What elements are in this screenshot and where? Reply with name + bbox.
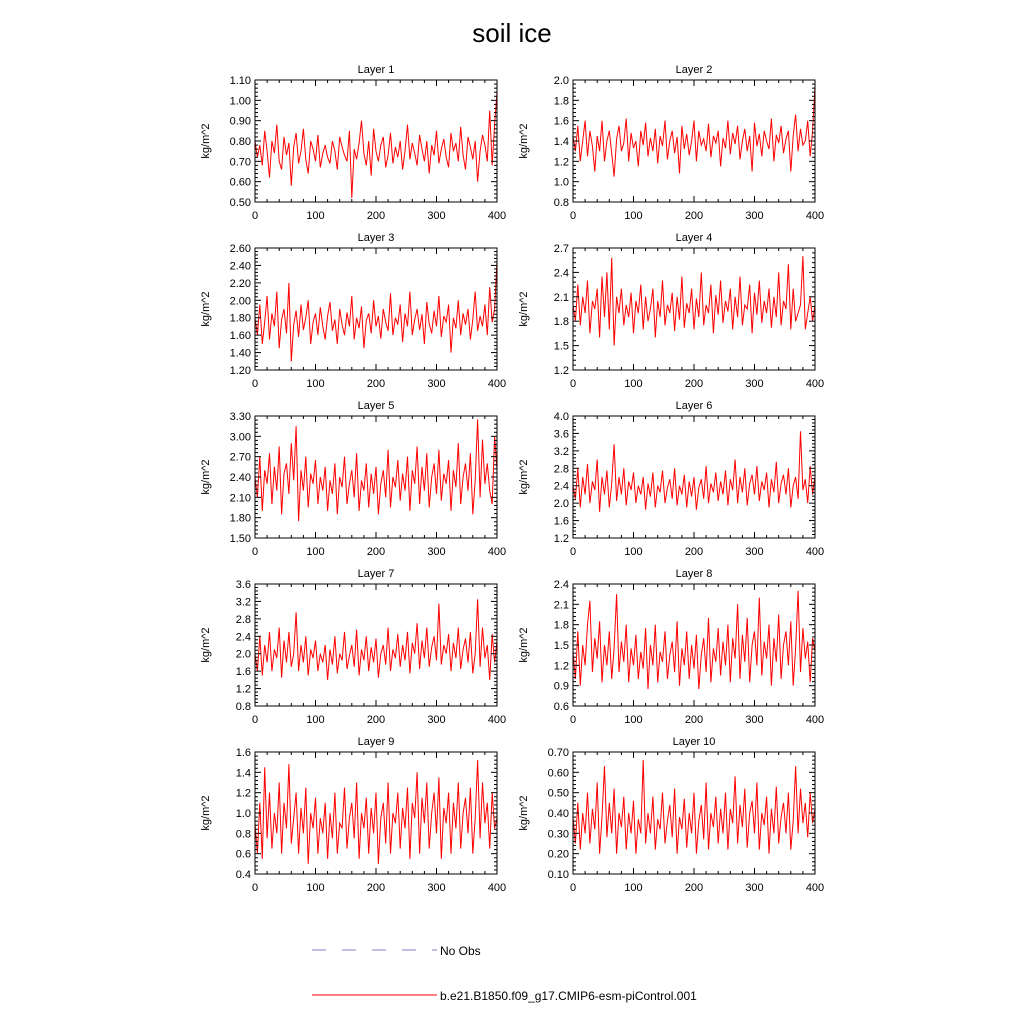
panel-title: Layer 1 (357, 64, 395, 76)
y-tick-label: 1.6 (235, 666, 251, 679)
x-tick-label: 0 (251, 882, 259, 894)
y-tick-label: 0.60 (547, 767, 569, 780)
x-tick-label: 200 (366, 882, 386, 894)
x-tick-label: 400 (487, 882, 507, 894)
y-tick-label: 2.8 (553, 463, 569, 476)
y-tick-label: 2.4 (235, 631, 251, 644)
y-tick-label: 2.70 (229, 451, 251, 464)
chart-panel-1 (200, 64, 506, 222)
y-tick-label: 2.4 (553, 267, 569, 280)
x-tick-label: 200 (366, 546, 386, 558)
x-tick-label: 300 (427, 546, 446, 558)
y-tick-label: 2.40 (229, 472, 251, 484)
y-tick-label: 0.50 (547, 787, 569, 800)
plot-frame (573, 752, 815, 874)
x-tick-label: 100 (306, 210, 325, 222)
x-tick-label: 400 (487, 546, 507, 558)
x-tick-label: 0 (569, 546, 577, 558)
x-tick-label: 100 (306, 546, 325, 558)
y-tick-label: 1.0 (235, 808, 251, 820)
figure-title: soil ice (472, 18, 552, 48)
panel-title: Layer 3 (357, 232, 395, 244)
y-tick-label: 1.2 (235, 787, 251, 800)
y-tick-label: 2.20 (229, 277, 251, 290)
x-tick-label: 200 (684, 378, 704, 390)
chart-panel-3 (200, 232, 506, 390)
x-tick-label: 400 (805, 546, 825, 558)
panel-title: Layer 9 (357, 736, 395, 748)
plot-frame (255, 416, 497, 538)
y-tick-label: 1.2 (553, 660, 569, 673)
y-tick-label: 0.4 (235, 869, 251, 881)
y-tick-label: 1.10 (229, 75, 251, 87)
plot-frame (573, 584, 815, 706)
series-line (255, 760, 497, 864)
x-tick-label: 0 (251, 210, 259, 222)
y-axis-label: kg/m^2 (200, 291, 212, 327)
x-tick-label: 300 (745, 882, 764, 894)
y-tick-label: 0.80 (229, 136, 251, 148)
y-axis-label: kg/m^2 (518, 795, 530, 831)
y-tick-label: 0.9 (553, 680, 569, 693)
y-tick-label: 1.0 (553, 176, 569, 189)
x-tick-label: 300 (427, 714, 446, 726)
series-line (573, 591, 815, 689)
y-tick-label: 2.60 (229, 243, 251, 255)
x-tick-label: 300 (745, 210, 764, 222)
series-line (573, 256, 815, 346)
y-tick-label: 1.80 (229, 512, 251, 525)
chart-panel-8 (518, 568, 824, 726)
y-tick-label: 3.30 (229, 411, 251, 423)
x-tick-label: 0 (569, 882, 577, 894)
y-tick-label: 1.8 (553, 619, 569, 632)
x-tick-label: 200 (684, 210, 704, 222)
chart-panel-4 (518, 232, 824, 390)
y-tick-label: 2.0 (235, 648, 251, 661)
y-tick-label: 1.40 (229, 347, 251, 360)
y-tick-label: 1.20 (229, 365, 251, 377)
y-tick-label: 2.1 (553, 291, 569, 304)
chart-panel-10 (518, 736, 824, 894)
panel-grid (200, 64, 824, 894)
x-tick-label: 200 (366, 210, 386, 222)
legend-model-label: b.e21.B1850.f09_g17.CMIP6-esm-piControl.001 (440, 989, 697, 1003)
y-tick-label: 2.8 (235, 613, 251, 626)
y-tick-label: 1.6 (553, 515, 569, 528)
y-tick-label: 1.60 (229, 330, 251, 343)
x-tick-label: 100 (624, 378, 643, 390)
series-line (573, 431, 815, 512)
x-tick-label: 300 (745, 714, 764, 726)
x-tick-label: 400 (805, 378, 825, 390)
y-tick-label: 1.2 (553, 365, 569, 377)
y-tick-label: 0.6 (235, 848, 251, 861)
y-tick-label: 0.20 (547, 848, 569, 861)
series-line (573, 86, 815, 177)
chart-panel-5 (200, 400, 506, 558)
y-tick-label: 0.70 (547, 747, 569, 759)
x-tick-label: 400 (805, 714, 825, 726)
y-tick-label: 0.70 (229, 156, 251, 169)
x-tick-label: 0 (569, 714, 577, 726)
y-tick-label: 1.2 (553, 533, 569, 545)
y-tick-label: 1.8 (553, 95, 569, 108)
panel-title: Layer 4 (675, 232, 713, 244)
x-tick-label: 100 (624, 882, 643, 894)
y-tick-label: 2.4 (553, 579, 569, 591)
y-tick-label: 3.2 (553, 445, 569, 458)
y-axis-label: kg/m^2 (200, 795, 212, 831)
x-tick-label: 100 (624, 546, 643, 558)
chart-panel-9 (200, 736, 506, 894)
y-tick-label: 1.80 (229, 312, 251, 325)
panel-title: Layer 10 (672, 736, 716, 748)
x-tick-label: 0 (251, 378, 259, 390)
x-tick-label: 0 (569, 378, 577, 390)
x-tick-label: 200 (366, 714, 386, 726)
x-tick-label: 200 (366, 378, 386, 390)
x-tick-label: 400 (487, 378, 507, 390)
y-tick-label: 0.40 (547, 808, 569, 820)
y-axis-label: kg/m^2 (518, 123, 530, 159)
x-tick-label: 300 (745, 378, 764, 390)
chart-panel-7 (200, 568, 506, 726)
legend (312, 944, 697, 1003)
series-line (255, 261, 497, 361)
x-tick-label: 200 (684, 882, 704, 894)
y-tick-label: 1.5 (553, 340, 569, 353)
series-line (573, 760, 815, 854)
y-tick-label: 1.6 (235, 747, 251, 759)
panel-title: Layer 6 (675, 400, 713, 412)
y-tick-label: 0.10 (547, 869, 569, 881)
x-tick-label: 300 (427, 378, 446, 390)
x-tick-label: 400 (805, 882, 825, 894)
y-tick-label: 4.0 (553, 411, 569, 423)
y-tick-label: 0.8 (553, 197, 569, 209)
x-tick-label: 0 (251, 714, 259, 726)
y-tick-label: 1.2 (553, 156, 569, 169)
x-tick-label: 300 (427, 882, 446, 894)
y-tick-label: 2.0 (553, 75, 569, 87)
y-tick-label: 1.4 (235, 767, 251, 780)
y-tick-label: 2.4 (553, 480, 569, 493)
plot-frame (573, 248, 815, 370)
panel-title: Layer 7 (357, 568, 395, 580)
x-tick-label: 100 (624, 714, 643, 726)
legend-no-obs-label: No Obs (440, 944, 481, 958)
y-tick-label: 3.6 (553, 428, 569, 441)
y-axis-label: kg/m^2 (518, 627, 530, 663)
y-tick-label: 0.50 (229, 197, 251, 209)
x-tick-label: 400 (487, 210, 507, 222)
y-tick-label: 2.0 (553, 498, 569, 511)
y-tick-label: 0.90 (229, 115, 251, 128)
y-axis-label: kg/m^2 (518, 291, 530, 327)
y-tick-label: 2.40 (229, 260, 251, 273)
x-tick-label: 200 (684, 546, 704, 558)
y-axis-label: kg/m^2 (518, 459, 530, 495)
y-tick-label: 0.30 (547, 828, 569, 841)
y-tick-label: 0.60 (229, 176, 251, 189)
x-tick-label: 400 (805, 210, 825, 222)
y-tick-label: 0.6 (553, 701, 569, 713)
plot-frame (255, 752, 497, 874)
panel-title: Layer 2 (675, 64, 713, 76)
y-tick-label: 2.10 (229, 492, 251, 505)
y-tick-label: 2.1 (553, 599, 569, 612)
y-tick-label: 0.8 (235, 828, 251, 841)
x-tick-label: 300 (427, 210, 446, 222)
x-tick-label: 200 (684, 714, 704, 726)
panel-title: Layer 8 (675, 568, 713, 580)
y-tick-label: 3.6 (235, 579, 251, 591)
series-line (255, 92, 497, 198)
x-tick-label: 100 (306, 882, 325, 894)
y-tick-label: 3.00 (229, 431, 251, 444)
chart-panel-2 (518, 64, 824, 222)
y-tick-label: 2.7 (553, 243, 569, 255)
y-tick-label: 1.6 (553, 115, 569, 128)
y-tick-label: 2.00 (229, 295, 251, 308)
y-axis-label: kg/m^2 (200, 627, 212, 663)
chart-panel-6 (518, 400, 824, 558)
y-tick-label: 1.4 (553, 136, 569, 148)
x-tick-label: 100 (306, 378, 325, 390)
x-tick-label: 100 (624, 210, 643, 222)
series-line (255, 419, 497, 521)
y-tick-label: 1.8 (553, 316, 569, 329)
y-tick-label: 3.2 (235, 596, 251, 609)
y-axis-label: kg/m^2 (200, 459, 212, 495)
y-tick-label: 1.50 (229, 533, 251, 545)
x-tick-label: 0 (569, 210, 577, 222)
y-tick-label: 1.5 (553, 640, 569, 652)
y-axis-label: kg/m^2 (200, 123, 212, 159)
x-tick-label: 0 (251, 546, 259, 558)
x-tick-label: 400 (487, 714, 507, 726)
x-tick-label: 300 (745, 546, 764, 558)
y-tick-label: 0.8 (235, 701, 251, 713)
series-line (255, 599, 497, 680)
y-tick-label: 1.2 (235, 683, 251, 696)
panel-title: Layer 5 (357, 400, 395, 412)
y-tick-label: 1.00 (229, 95, 251, 108)
x-tick-label: 100 (306, 714, 325, 726)
